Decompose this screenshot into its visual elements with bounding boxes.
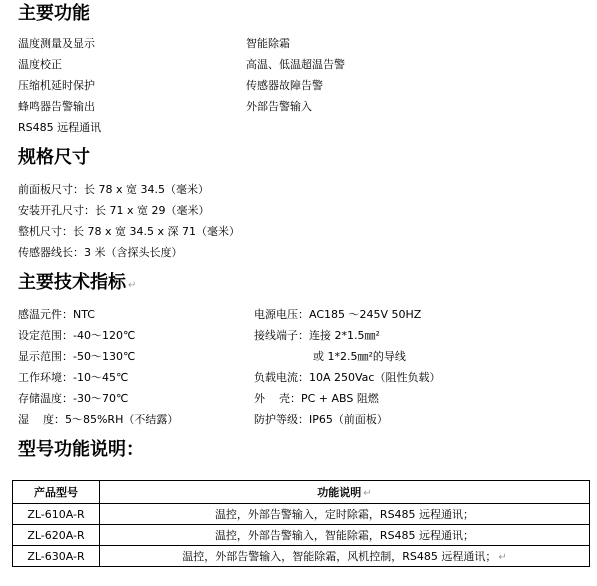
table-cell-function: 温控，外部告警输入，智能除霜，RS485 远程通讯；: [100, 525, 590, 546]
function-item: 蜂鸣器告警输出: [18, 100, 95, 113]
function-item: 外部告警输入: [246, 100, 312, 113]
table-cell-function: [100, 546, 590, 567]
tech-item: 负载电流：10A 250Vac（阻性负载）: [254, 371, 441, 384]
function-item: 温度校正: [18, 58, 62, 71]
tech-item: 湿 度：5～85%RH（不结露）: [18, 413, 179, 426]
tech-item: 防护等级：IP65（前面板）: [254, 413, 388, 426]
tech-item: 工作环境：-10～45℃: [18, 371, 129, 384]
section-title-specs: 规格尺寸: [18, 147, 90, 168]
table-cell-model: ZL-630A-R: [13, 546, 100, 567]
dimension-item: 安装开孔尺寸：长 71 x 宽 29（毫米）: [18, 204, 210, 217]
dimension-item: 前面板尺寸：长 78 x 宽 34.5（毫米）: [18, 183, 209, 196]
function-item: 温度测量及显示: [18, 37, 95, 50]
function-item: RS485 远程通讯: [18, 121, 102, 134]
tech-item: 外 壳：PC + ABS 阻燃: [254, 392, 379, 405]
function-item: 高温、低温超温告警: [246, 58, 345, 71]
function-item: 传感器故障告警: [246, 79, 323, 92]
dimension-item: 整机尺寸：长 78 x 宽 34.5 x 深 71（毫米）: [18, 225, 240, 238]
dimension-item: 传感器线长：3 米（含探头长度）: [18, 246, 183, 259]
table-cell-function-text: 温控，外部告警输入，智能除霜，风机控制，RS485 远程通讯；: [182, 550, 497, 563]
table-row: [13, 504, 590, 525]
tech-item: 或 1*2.5㎜²的导线: [313, 350, 406, 363]
table-header-row: [13, 481, 590, 504]
function-item: 智能除霜: [246, 37, 290, 50]
table-cell-model: ZL-620A-R: [13, 525, 100, 546]
tech-item: 存储温度：-30～70℃: [18, 392, 129, 405]
table-header-function-text: 功能说明: [317, 486, 362, 499]
section-title-models: 型号功能说明：: [18, 439, 144, 460]
table-cell-function: 温控，外部告警输入，定时除霜，RS485 远程通讯；: [100, 504, 590, 525]
model-function-table: [12, 480, 590, 567]
table-header-model: 产品型号: [13, 481, 100, 504]
tech-item: 感温元件：NTC: [18, 308, 95, 321]
tech-item: 接线端子：连接 2*1.5㎜²: [254, 329, 380, 342]
tech-item: 电源电压：AC185 ～245V 50HZ: [254, 308, 422, 321]
table-row: [13, 525, 590, 546]
table-header-function: [100, 481, 590, 504]
table-row: [13, 546, 590, 567]
function-item: 压缩机延时保护: [18, 79, 95, 92]
section-title-tech-text: 主要技术指标: [18, 272, 126, 293]
return-mark-icon: ↵: [498, 552, 507, 563]
return-mark-icon: ↵: [363, 488, 372, 499]
tech-item: 显示范围：-50～130℃: [18, 350, 136, 363]
tech-item: 设定范围：-40～120℃: [18, 329, 136, 342]
section-title-tech: [18, 273, 136, 296]
return-mark-icon: ↵: [128, 280, 137, 291]
section-title-main-functions: 主要功能: [18, 3, 90, 24]
table-cell-model: ZL-610A-R: [13, 504, 100, 525]
